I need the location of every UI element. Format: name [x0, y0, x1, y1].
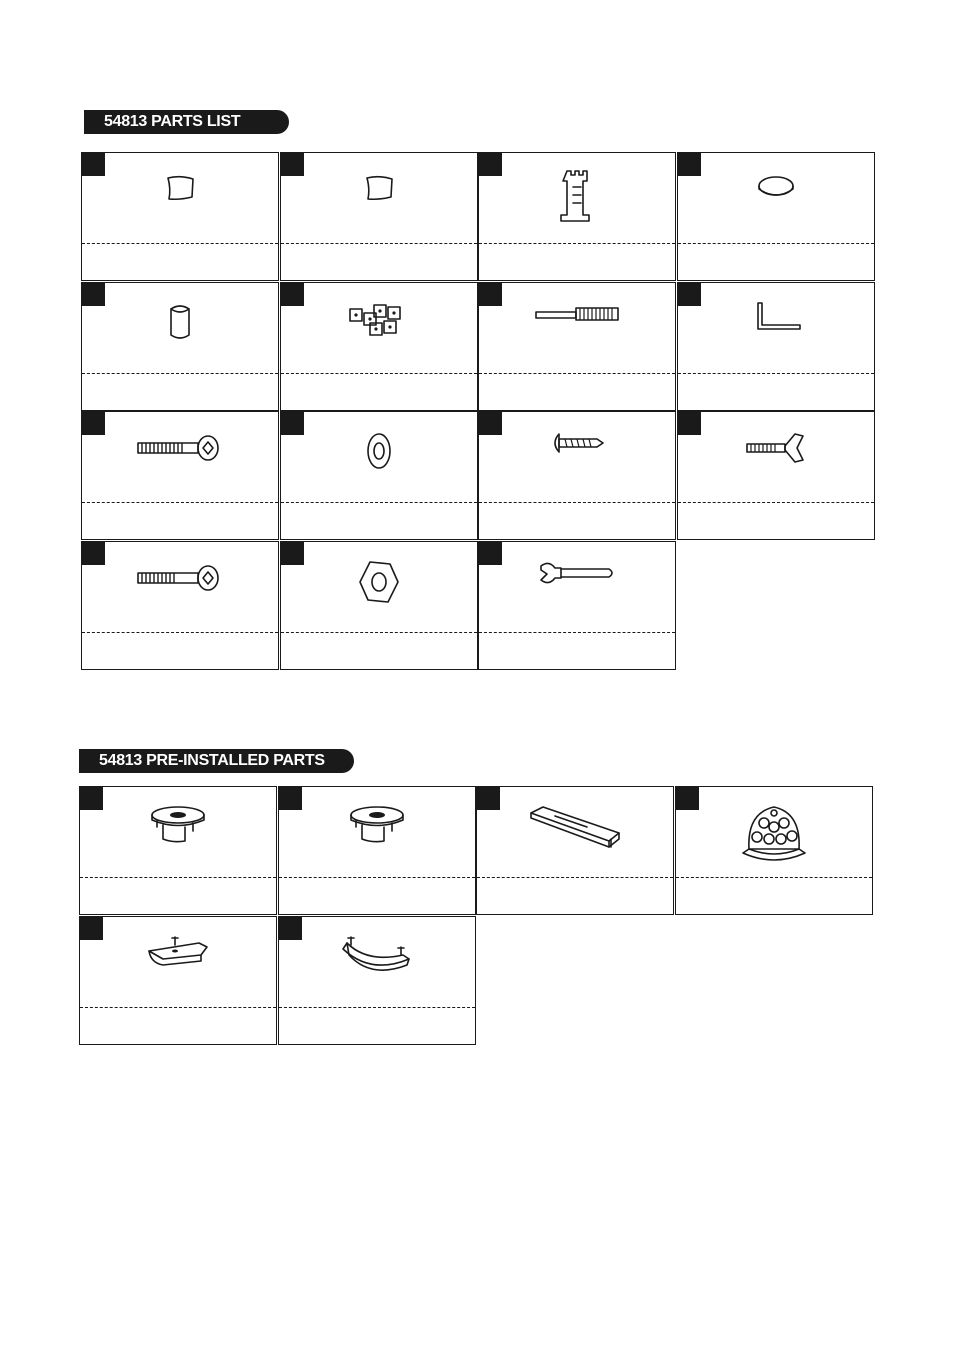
screw-icon [479, 428, 675, 500]
quantity-divider [479, 632, 675, 633]
light-dome-icon [676, 803, 872, 875]
quantity-divider [279, 1007, 475, 1008]
quantity-divider [281, 373, 477, 374]
part-cell [81, 411, 279, 540]
part-cell [677, 152, 875, 281]
part-cell [81, 152, 279, 281]
part-cell [278, 916, 476, 1045]
quantity-divider [80, 877, 276, 878]
quantity-divider [82, 632, 278, 633]
quantity-divider [281, 632, 477, 633]
adjustable-foot-icon [479, 169, 675, 241]
brush-icon [479, 299, 675, 371]
part-cell [280, 411, 478, 540]
part-cell [280, 282, 478, 411]
quantity-divider [82, 243, 278, 244]
hex-nut-icon [281, 558, 477, 630]
cloth-pad-icon [281, 169, 477, 241]
part-cell [478, 541, 676, 670]
round-cap-icon [678, 169, 874, 241]
part-cell [278, 786, 476, 915]
part-cell [677, 282, 875, 411]
part-cell [280, 541, 478, 670]
allen-key-icon [678, 299, 874, 371]
part-cell [79, 916, 277, 1045]
part-cell [280, 152, 478, 281]
part-cell [478, 411, 676, 540]
mounting-bracket-icon [477, 803, 673, 875]
grommet-icon [80, 803, 276, 875]
curved-bracket-icon [279, 933, 475, 1005]
quantity-divider [479, 243, 675, 244]
quantity-divider [82, 502, 278, 503]
quantity-divider [281, 502, 477, 503]
washer-icon [281, 428, 477, 500]
part-cell [79, 786, 277, 915]
cloth-pad-icon [82, 169, 278, 241]
corner-bracket-icon [80, 933, 276, 1005]
quantity-divider [281, 243, 477, 244]
part-cell [81, 541, 279, 670]
grommet-icon [279, 803, 475, 875]
part-cell [675, 786, 873, 915]
quantity-divider [678, 502, 874, 503]
quantity-divider [80, 1007, 276, 1008]
quantity-divider [676, 877, 872, 878]
cylinder-sleeve-icon [82, 299, 278, 371]
quantity-divider [279, 877, 475, 878]
long-bolt-icon [82, 428, 278, 500]
part-cell [476, 786, 674, 915]
t-bolt-icon [678, 428, 874, 500]
quantity-divider [479, 373, 675, 374]
bolt-icon [82, 558, 278, 630]
quantity-divider [678, 243, 874, 244]
part-cell [677, 411, 875, 540]
quantity-divider [82, 373, 278, 374]
pre-installed-parts-title: 54813 PRE-INSTALLED PARTS [79, 749, 354, 773]
quantity-divider [678, 373, 874, 374]
parts-list-title: 54813 PARTS LIST [84, 110, 289, 134]
cam-lock-set-icon [281, 299, 477, 371]
quantity-divider [479, 502, 675, 503]
quantity-divider [477, 877, 673, 878]
part-cell [478, 282, 676, 411]
wrench-icon [479, 558, 675, 630]
part-cell [478, 152, 676, 281]
part-cell [81, 282, 279, 411]
